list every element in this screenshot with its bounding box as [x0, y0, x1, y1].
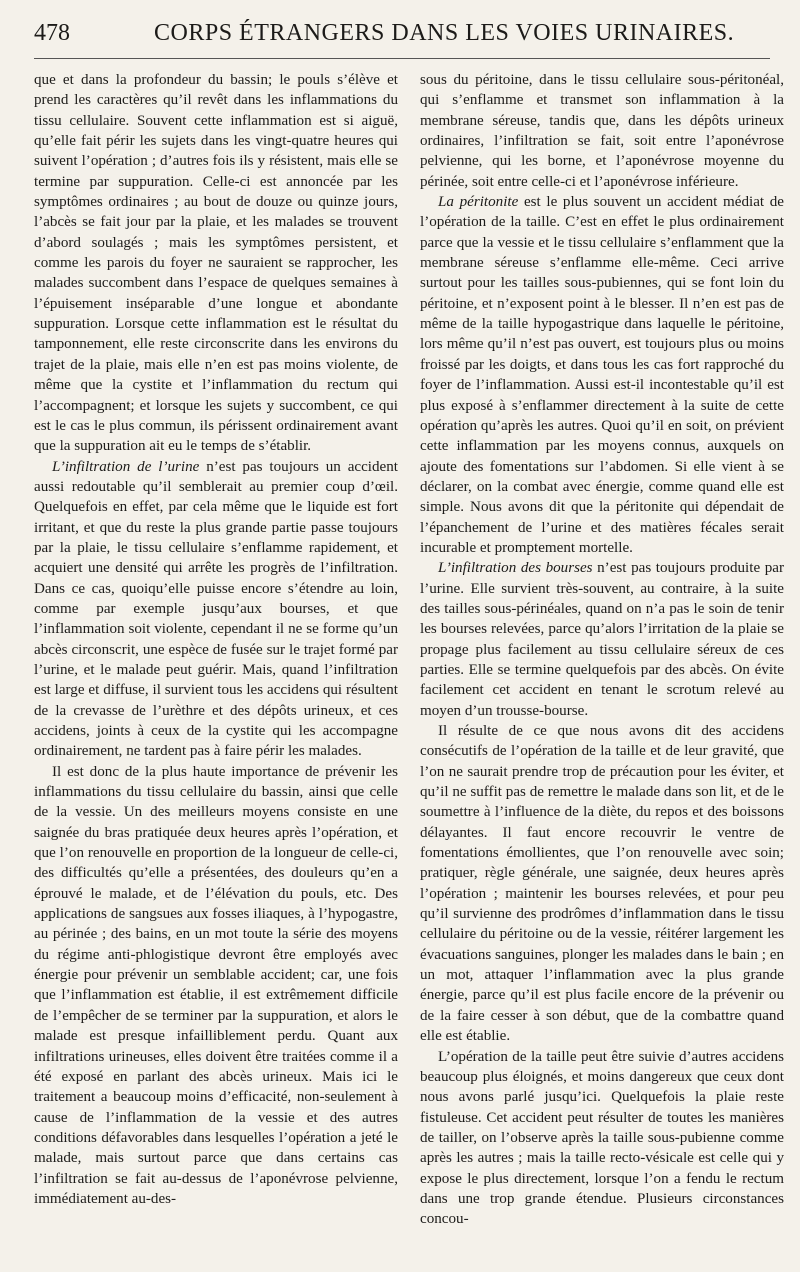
- paragraph-text: n’est pas toujours produite par l’urine. Elle survient très-souvent, au contraire, à la suite des tailles sous-périnéales, quand on n’a pas le soin de tenir les bourses relevées, parce qu’alors l’irritation de la plaie se propage plus facilement au tissu cellulaire séreux de ces parties. Elle se termine quelquefois par des abcès. On évite facilement cet accident en tenant le scrotum relevé au moyen d’un trousse-bourse.: [420, 560, 785, 719]
- paragraph: [420, 1047, 784, 1230]
- italic-lead: L’infiltration des bourses: [438, 560, 593, 577]
- paragraph: [34, 762, 398, 1210]
- paragraph-text: que et dans la profondeur du bassin; le pouls s’élève et prend les caractères qu’il revêt dans les inflammations du tissu cellulaire. Souvent cette inflammation est si aiguë, qu’elle fait périr les sujets dans les vingt-quatre heures qui suivent l’opération ; d’autres fois ils y résistent, mais elle se termine par suppuration. Celle-ci est annoncée par les symptômes ordinaires ; au bout de douze ou quinze jours, l’abcès se fait jour par la plaie, et les malades se trouvent d’abord soulagés ; mais les symptômes persistent, et comme les parois du foyer ne sauraient se rapprocher, les malades succombent dans l’espace de quelques semaines à l’épuisement inséparable d’une longue et abondante suppuration. Lorsque cette inflammation est le résultat du tamponnement, elle reste circonscrite dans les environs du trajet de la plaie, mais elle n’en est pas moins violente, de même que la cystite et l’inflammation du rectum qui l’accompagnent; et lorsque les sujets y succombent, ce qui est le cas le plus commun, ils périssent ordinairement avant que la suppuration ait eu le temps de s’établir.: [34, 72, 398, 455]
- paragraph: [420, 70, 784, 192]
- header-rule: [34, 58, 770, 59]
- paragraph-text: L’opération de la taille peut être suivie d’autres accidens beaucoup plus éloignés, et moins dangereux que ceux dont nous avons parlé jusqu’ici. Quelquefois la plaie reste fistuleuse. Cet accident peut résulter de toutes les manières de tailler, on l’observe après la taille sous-pubienne comme après les autres ; mais la taille recto-vésicale est celle qui y expose le plus directement, lorsque l’on a fendu le rectum dans une trop grande étendue. Plusieurs circonstances concou-: [420, 1048, 784, 1228]
- italic-lead: L’infiltration de l’urine: [52, 458, 200, 475]
- running-title: CORPS ÉTRANGERS DANS LES VOIES URINAIRES.: [154, 20, 735, 46]
- right-column: [420, 70, 784, 1230]
- paragraph: [34, 70, 398, 457]
- paragraph-text: n’est pas toujours un accident aussi redoutable qu’il semblerait au premier coup d’œil. Quelquefois en effet, par cela même que le liquide est fort irritant, et que du reste la plus grande partie passe toujours par la plaie, le tissu cellulaire s’enflamme rapidement, et acquiert une densité qui arrête les progrès de l’infiltration. Dans ce cas, quoiqu’elle puisse encore s’étendre au loin, comme par exemple jusqu’aux bourses, et que l’inflammation soit violente, cependant il ne se forme qu’un abcès circonscrit, une espèce de fusée sur le trajet formé par l’urine, et le malade peut guérir. Mais, quand l’infiltration est large et diffuse, il survient tous les accidens qui résultent de la crevasse de l’urèthre et des dépôts urineux, et ces accidens, joints à ceux de la cystite qui les accompagne ordinairement, ne tardent pas à faire périr les malades.: [34, 458, 398, 760]
- paragraph: [420, 558, 784, 721]
- paragraph-text: Il résulte de ce que nous avons dit des accidens consécutifs de l’opération de la taille et de leur gravité, que l’on ne saurait prendre trop de précaution pour les éviter, et qu’il ne suffit pas de remettre le malade dans son lit, et de le soumettre à l’influence de la diète, du repos et des boissons délayantes. Il faut encore recouvrir le ventre de fomentations émollientes, que l’on renouvelle avec soin; pratiquer, règle générale, une saignée, deux heures après l’opération ; maintenir les bourses relevées, et pour peu qu’il survienne des prodrômes d’inflammation dans le tissu cellulaire du péritoine ou de la vessie, réitérer largement les évacuations sanguines, plonger les malades dans le bain ; en un mot, attaquer l’inflammation avec la plus grande énergie, parce qu’il est plus facile encore de la prévenir ou de la faire cesser à son début, que de la combattre quand elle est établie.: [420, 723, 784, 1045]
- page-number: 478: [34, 20, 70, 46]
- paragraph-text: est le plus souvent un accident médiat de l’opération de la taille. C’est en effet le plus ordinairement parce que la vessie et le tissu cellulaire s’enflamment que la membrane séreuse s’enflamme elle-même. Ceci arrive surtout pour les tailles sous-pubiennes, qui se font loin du péritoine, et n’exposent point à le blesser. Il n’en est pas de même de la taille hypogastrique dans laquelle le péritoine, lors même qu’il n’est pas ouvert, est toujours plus ou moins froissé par les doigts, et dans tous les cas fort rapproché du foyer de l’inflammation. Aussi est-il incontestable qu’il est plus exposé à s’enflammer directement à la suite de cette opération qu’après les autres. Quoi qu’il en soit, on prévient cette inflammation par les moyens connus, auxquels on ajoute des fomentations sur l’abdomen. Si elle vient à se déclarer, on la combat avec énergie, comme quand elle est simple. Nous avons dit que la péritonite qui dépendait de l’épanchement de l’urine et des matières fécales serait incurable et promptement mortelle.: [420, 194, 785, 556]
- paragraph: [34, 457, 398, 762]
- paragraph-text: Il est donc de la plus haute importance de prévenir les inflammations du tissu cellulaire du bassin, ainsi que celle de la vessie. Un des meilleurs moyens consiste en une saignée du bras pratiquée deux heures après l’opération, et que l’on renouvelle en proportion de la longueur de celle-ci, des difficultés qu’elle a présentées, des douleurs qu’en a éprouvé le malade, et de l’élévation du pouls, etc. Des applications de sangsues aux fosses iliaques, à l’hypogastre, au périnée ; des bains, en un mot toute la série des moyens du régime anti-phlogistique devront être employés avec énergie pour prévenir un semblable accident; car, une fois que l’inflammation est établie, il est extrêmement difficile de l’empêcher de se terminer par la suppuration, et alors le malade est presque infailliblement perdu. Quant aux infiltrations urineuses, elles doivent être traitées comme il a été exposé en parlant des abcès urineux. Mais ici le traitement a beaucoup moins d’efficacité, non-seulement à cause de l’inflammation de la vessie et des autres conditions défavorables dans lesquelles l’opération a jeté le malade, mais surtout parce que dans certains cas l’infiltration se fait au-dessus de l’aponévrose pelvienne, immédiatement au-des-: [34, 763, 398, 1207]
- left-column: [34, 70, 398, 1209]
- italic-lead: La péritonite: [438, 194, 519, 211]
- paragraph: [420, 721, 784, 1047]
- paragraph: [420, 192, 784, 558]
- page-header: [34, 20, 770, 54]
- paragraph-text: sous du péritoine, dans le tissu cellulaire sous-péritonéal, qui s’enflamme et transmet son inflammation à la membrane séreuse, tandis que, dans les dépôts urineux ordinaires, l’infiltration se fait, soit entre l’aponévrose pelvienne, qui les borne, et l’aponévrose moyenne du périnée, soit entre celle-ci et l’aponévrose inférieure.: [420, 72, 784, 190]
